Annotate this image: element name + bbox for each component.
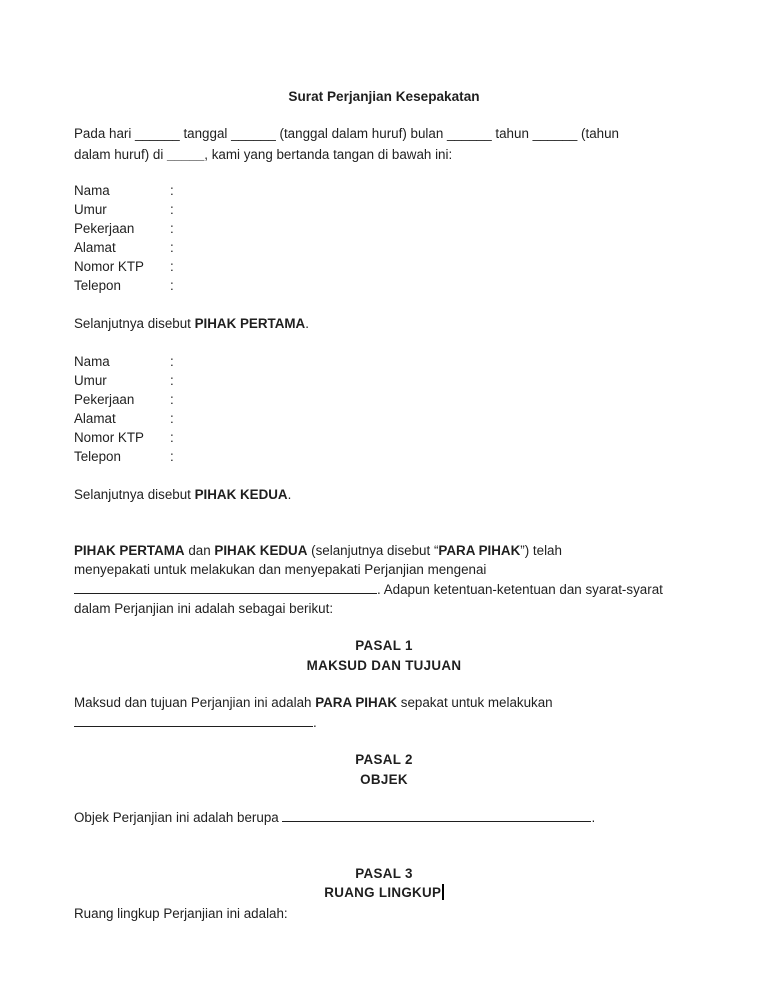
party2-field-alamat [74, 409, 174, 428]
pasal2-suffix: . [591, 810, 596, 825]
agreement-line-2: menyepakati untuk melakukan dan menyepakati Perjanjian mengenai [74, 562, 487, 577]
party1-name: PIHAK PERTAMA [194, 316, 306, 331]
intro-blank: _____ [167, 147, 205, 162]
field-label: Nomor KTP [74, 259, 144, 274]
field-colon: : [170, 392, 174, 407]
pasal1-text-c: sepakat untuk melakukan [397, 695, 553, 710]
field-colon: : [170, 278, 174, 293]
field-label: Telepon [74, 278, 121, 293]
ref-suffix: . [305, 316, 309, 331]
text-cursor [442, 884, 444, 900]
pasal3-text: Ruang lingkup Perjanjian ini adalah: [74, 906, 288, 921]
ref-prefix: Selanjutnya disebut [74, 487, 195, 502]
ref-prefix: Selanjutnya disebut [74, 316, 195, 331]
agreement-line-1 [74, 541, 562, 560]
field-colon: : [170, 411, 174, 426]
field-label: Alamat [74, 240, 116, 255]
party2-name: PIHAK KEDUA [194, 487, 288, 502]
agreement-line-3 [74, 580, 663, 599]
party1-field-nomor-ktp [74, 257, 174, 276]
field-label: Nama [74, 354, 110, 369]
pasal2-heading: OBJEK [360, 772, 408, 787]
intro-line-1: Pada hari ______ tanggal ______ (tanggal dalam huruf) bulan ______ tahun ______ (tahun [74, 126, 619, 141]
field-colon: : [170, 240, 174, 255]
party1-field-nama [74, 181, 174, 200]
pasal3-heading-row [0, 883, 768, 902]
field-colon: : [170, 202, 174, 217]
field-colon: : [170, 183, 174, 198]
pasal1-text-a: Maksud dan tujuan Perjanjian ini adalah [74, 695, 316, 710]
field-colon: : [170, 373, 174, 388]
pasal1-number: PASAL 1 [355, 638, 413, 653]
pasal2-blank-line [282, 808, 591, 822]
pasal2-line [74, 808, 595, 827]
pasal1-blank-line [74, 713, 313, 727]
party2-field-nomor-ktp [74, 428, 174, 447]
field-colon: : [170, 430, 174, 445]
pasal3-heading: RUANG LINGKUP [324, 885, 442, 900]
party2-field-telepon [74, 447, 174, 466]
agreement-blank-line [74, 580, 377, 594]
field-label: Nama [74, 183, 110, 198]
pasal1-line-2 [74, 713, 317, 732]
ref-suffix: . [287, 487, 292, 502]
party2-reference [74, 485, 291, 504]
party1-field-alamat [74, 238, 174, 257]
pasal1-line-2-suffix: . [313, 715, 317, 730]
field-label: Pekerjaan [74, 392, 135, 407]
agreement-party1: PIHAK PERTAMA [74, 543, 185, 558]
document-title: Surat Perjanjian Kesepakatan [288, 89, 480, 104]
field-label: Telepon [74, 449, 121, 464]
agreement-text-2: (selanjutnya disebut “ [307, 543, 439, 558]
field-colon: : [170, 449, 174, 464]
agreement-para-pihak: PARA PIHAK [438, 543, 521, 558]
agreement-line-4: dalam Perjanjian ini adalah sebagai berikut: [74, 601, 334, 616]
party1-field-pekerjaan [74, 219, 174, 238]
pasal1-heading: MAKSUD DAN TUJUAN [306, 658, 462, 673]
pasal1-line-1 [74, 693, 553, 712]
field-colon: : [170, 259, 174, 274]
party1-field-telepon [74, 276, 174, 295]
agreement-line-3-suffix: . Adapun ketentuan-ketentuan dan syarat-syarat [377, 582, 663, 597]
pasal1-para-pihak: PARA PIHAK [315, 695, 398, 710]
field-label: Umur [74, 202, 107, 217]
agreement-text-1: dan [184, 543, 215, 558]
field-label: Nomor KTP [74, 430, 144, 445]
party2-field-umur [74, 371, 174, 390]
party1-field-umur [74, 200, 174, 219]
field-label: Umur [74, 373, 107, 388]
agreement-party2: PIHAK KEDUA [214, 543, 308, 558]
field-colon: : [170, 354, 174, 369]
intro-text-b: , kami yang bertanda tangan di bawah ini: [204, 147, 453, 162]
party1-reference [74, 314, 309, 333]
agreement-text-3: ”) telah [520, 543, 562, 558]
pasal2-number: PASAL 2 [355, 752, 413, 767]
party2-field-nama [74, 352, 174, 371]
field-label: Alamat [74, 411, 116, 426]
pasal3-number: PASAL 3 [355, 866, 413, 881]
party2-field-pekerjaan [74, 390, 174, 409]
field-colon: : [170, 221, 174, 236]
intro-line-2 [74, 145, 452, 164]
intro-text-a: dalam huruf) di [74, 147, 168, 162]
pasal2-text: Objek Perjanjian ini adalah berupa [74, 810, 283, 825]
field-label: Pekerjaan [74, 221, 135, 236]
